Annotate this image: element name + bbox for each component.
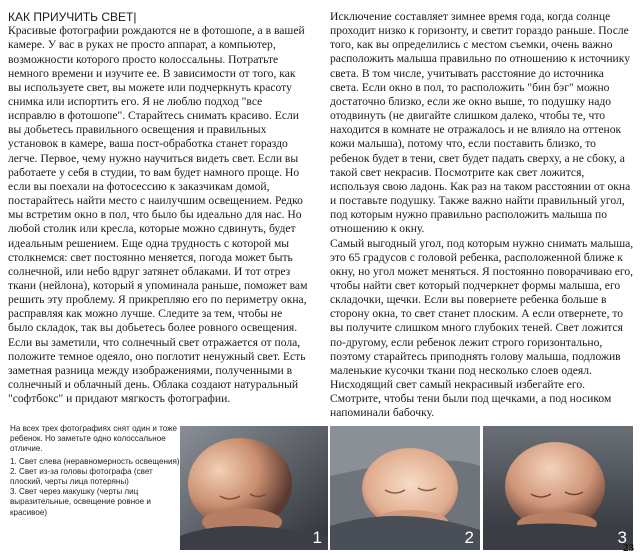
right-paragraph: Исключение составляет зимнее время года, когда солнце проходит низко к горизонту, и светит гораздо раньше. После того, как вы определились с местом съемки, очень важно расположить малыша правильно по отношению к источнику света. В том числе, учитывать расстояние до источника света. Если окно в пол, то расположить "бин бэг" можно достаточно близко, если же окно выше, то подушку надо отодвинуть (не двигайте слишком далеко, чтобы те, что находится в комнате не отражалось и не влияло на оттенок кожи малыша), потому что, если поставить близко, то ребенок будет в тени, свет будет падать сверху, а не сбоку, а такой свет некрасив. Посмотрите как свет ложится, используя свою ладонь. Как раз на таком расстоянии от окна и поставьте подушку. Также важно найти правильный угол, под которым нужно правильно расположить малыша по отношению к окну. bbox=[330, 10, 631, 236]
left-paragraph: Красивые фотографии рождаются не в фотошопе, а в вашей камере. У вас в руках не просто аппарат, а компьютер, возможности которого просто колоссальны. Потратьте немного времени и изучите ее. В зависимости от того, как вы используете свет, вы можете или подчеркнуть красоту снимка или испортить его. Я не люблю подход "все исправлю в фотошопе". Старайтесь снимать красиво. Если вы добьетесь правильного освещения и правильных установок в камере, ваша пост-обработка станет гораздо легче. Первое, чему нужно научиться видеть свет. Если вы работаете у себя в студии, то вам будет намного проще. Но если вы поехали на фотосессию к заказчикам домой, постарайтесь найти место с наилучшим освещением. Редко мы встретим окно в пол, что было бы идеально для нас. Но любой столик или кресла, которые можно сдвинуть, будет идеальным решением. Еще одна трудность с которой мы столкнемся: свет постоянно меняется, погода может быть солнечной, или небо вдруг затянет облаками. И тот отрез ткани (нейлона), который я упоминала раньше, поможет вам решить эту проблему. Я прикрепляю его по периметру окна, расправляя как можно лучше. Следите за тем, чтобы не было складок, так вы добьетесь более ровного освещения. Если вы заметили, что солнечный свет отражается от пола, положите темное одеяло, оно поглотит ненужный свет. Есть заметная разница между изображениями, полученными в солнечный и облачный день. Облака создают натуральный "софтбокс" и придают мягкость фотографии. bbox=[8, 24, 308, 406]
photo-number: 1 bbox=[312, 528, 322, 547]
photo-caption bbox=[10, 424, 182, 518]
caption-item: 1. Свет слева (неравномерность освещения) bbox=[10, 456, 180, 466]
newborn-photo-icon bbox=[180, 426, 328, 550]
photo-number: 2 bbox=[464, 528, 474, 547]
photo-1 bbox=[180, 426, 328, 550]
photo-2 bbox=[330, 426, 480, 550]
caption-item: 3. Свет через макушку (черты лиц выразительные, освещение ровное и красивое) bbox=[10, 487, 151, 517]
newborn-photo-icon bbox=[483, 426, 633, 550]
right-column bbox=[330, 10, 634, 421]
article-title: КАК ПРИУЧИТЬ СВЕТ| bbox=[8, 10, 137, 24]
photo-number: 3 bbox=[617, 528, 627, 547]
caption-list bbox=[10, 457, 182, 518]
page-number: 23 bbox=[623, 542, 634, 554]
newborn-photo-icon bbox=[330, 426, 480, 550]
photo-3 bbox=[483, 426, 633, 550]
caption-intro: На всех трех фотографиях снят один и тоже ребенок. Но заметьте одно колоссальное отличие. bbox=[10, 424, 178, 454]
right-paragraph: Самый выгодный угол, под которым нужно снимать малыша, это 65 градусов с головой ребенка, расположенной ближе к окну, но угол может меняться. Я постоянно поворачиваю его, чтобы найти свет который подчеркнет формы малыша, его складочки, щечки. Если вы повернете ребенка больше в сторону окна, то свет станет плоским. А если отвернете, то вы получите слишком много глубоких теней. Свет ложится по-другому, если ребенок лежит строго горизонтально, поэтому старайтесь приподнять голову малыша, подложив маленькие кусочки ткани под несколько слоев одеял. Нисходящий свет самый некрасивый избегайте его. Смотрите, чтобы тени были под щечками, а под носиком напоминали бабочку. bbox=[330, 236, 634, 420]
left-column bbox=[8, 10, 310, 406]
caption-item: 2. Свет из-за головы фотографа (свет плоский, черты лица потеряны) bbox=[10, 466, 153, 487]
